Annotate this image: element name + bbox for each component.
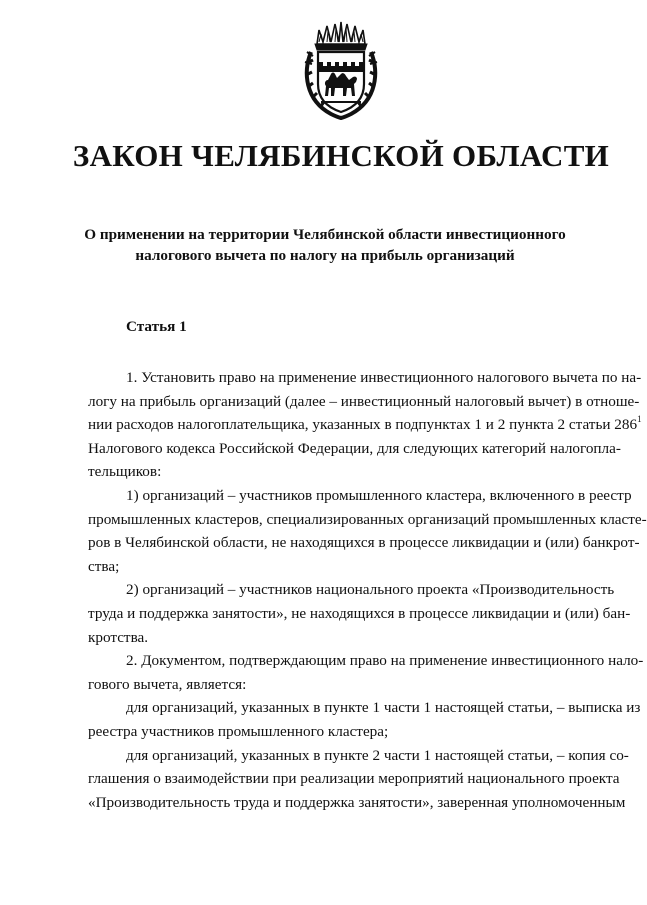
article-body [88, 366, 647, 814]
text-line: труда и поддержка занятости», не находящихся в процессе ликвидации и (или) бан- [88, 604, 631, 622]
page-title: ЗАКОН ЧЕЛЯБИНСКОЙ ОБЛАСТИ [72, 138, 610, 173]
text-line: 2. Документом, подтверждающим право на применение инвестиционного нало- [126, 652, 644, 670]
subtitle-line: О применении на территории Челябинской области инвестиционного [84, 226, 566, 243]
text-line: для организаций, указанных в пункте 2 части 1 настоящей статьи, – копия со- [126, 746, 629, 764]
article-heading: Статья 1 [126, 318, 187, 335]
text-line: ров в Челябинской области, не находящихся в процессе ликвидации и (или) банкрот- [88, 534, 640, 552]
text-line: Налогового кодекса Российской Федерации, для следующих категорий налогопла- [88, 439, 621, 457]
text-line: для организаций, указанных в пункте 1 части 1 настоящей статьи, – выписка из [126, 699, 641, 717]
text-line: 2) организаций – участников национального проекта «Производительность [126, 581, 615, 599]
text-line: кротства. [88, 628, 149, 646]
text-line: тельщиков: [88, 463, 162, 481]
document-subtitle [80, 224, 570, 266]
text-line: «Производительность труда и поддержка занятости», заверенная уполномоченным [88, 793, 626, 811]
superscript: 1 [637, 414, 642, 425]
coat-of-arms-icon [301, 22, 381, 122]
text-line: 1. Установить право на применение инвестиционного налогового вычета по на- [126, 369, 642, 386]
text-line: 1) организаций – участников промышленного кластера, включенного в реестр [126, 486, 632, 504]
text-line: логу на прибыль организаций (далее – инвестиционный налоговый вычет) в отноше- [88, 392, 640, 410]
text-line: ства; [88, 557, 120, 575]
text-line [88, 413, 642, 437]
text-line: промышленных кластеров, специализированных организаций промышленных класте- [88, 510, 647, 528]
text-line: гового вычета, является: [88, 675, 247, 693]
text-line: реестра участников промышленного кластера; [88, 722, 389, 740]
text-line-content: нии расходов налогоплательщика, указанных в подпунктах 1 и 2 пункта 2 статьи 286 [88, 416, 638, 434]
text-line: глашения о взаимодействии при реализации мероприятий национального проекта [88, 770, 620, 788]
subtitle-line: налогового вычета по налогу на прибыль организаций [135, 247, 515, 264]
